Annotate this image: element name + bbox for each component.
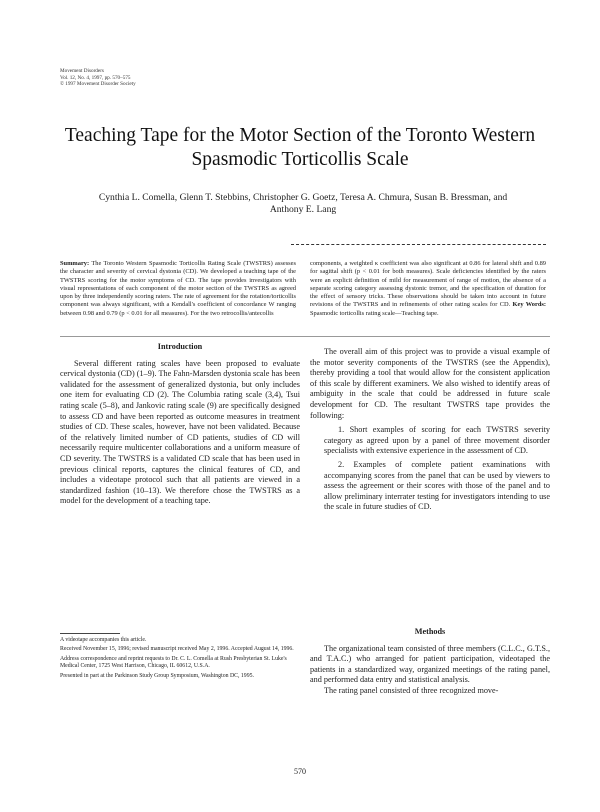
abstract-text-right: components, a weighted κ coefficient was also significant at 0.86 for lateral shift and 0.89 for sagittal shift (p < 0.01 for both measures). Scale deficiencies identified by the raters were an explicit definition of mild for measurement of range of motion, the absence of a separate scoring category assessing dystonic tremor, and the specification of duration for the effect of sensory tricks. These observations should be taken into account in future revisions of the TWSTRS and in refinements of other rating scales for CD. [310,260,546,309]
journal-header [60,68,136,88]
decorative-divider [291,244,546,246]
methods-heading: Methods [414,627,446,636]
footnotes [60,637,300,682]
abstract-right [310,260,546,318]
methods-paragraph-1: The organizational team consisted of three members (C.L.C., G.T.S., and T.A.C.) who arranged for patient participation, videotaped the patients in a standardized way, organized meetings of the rating panel, and performed data entry and statistical analysis. [310,643,550,685]
aims-paragraph: The overall aim of this project was to provide a visual example of the motor severity components of the TWSTRS (see the Appendix), thereby providing a tool that would allow for the consistent application of this scale by different examiners. We also wished to identify areas of ambiguity in the scale that could be addressed in future scale development for CD. The resultant TWSTRS tape provides the following: [310,347,550,420]
abstract-label: Summary: [60,260,90,267]
author-list: Cynthia L. Comella, Glenn T. Stebbins, Christopher G. Goetz, Teresa A. Chmura, Susan B. Bressman, and Anthony E. Lang [98,192,508,215]
abstract-text-left: The Toronto Western Spasmodic Torticollis Rating Scale (TWSTRS) assesses the character and severity of cervical dystonia (CD). We developed a teaching tape of the TWSTRS scoring for the motor symptoms of CD. The tape provides investigators with visual representations of each component of the motor section of the TWSTRS as agreed upon by three independently scoring raters. The rate of agreement for the rotation/torticollis component was always significant, with a Kendall's coefficient of concordance W ranging between 0.98 and 0.79 (p < 0.01 for all measures). For the two retrocollis/antecollis [60,260,296,317]
footnote: Address correspondence and reprint requests to Dr. C. L. Comella at Rush Presbyterian St. Luke's Medical Center, 1725 West Harrison, Chicago, IL 60612, U.S.A. [60,655,287,670]
section-rule [60,336,550,337]
journal-copyright: © 1997 Movement Disorder Society [60,81,136,87]
abstract-left [60,260,296,318]
journal-name: Movement Disorders [60,68,104,74]
introduction-paragraph: Several different rating scales have been proposed to evaluate cervical dystonia (CD) (1–9). The Fahn-Marsden dystonia scale has been validated for the assessment of generalized dystonia, but only includes one item for evaluating CD (2). The Columbia rating scale (3,4), Tsui rating scale (5–8), and Jankovic rating scale (9) are specifically designed to assess CD and have been reported as outcome measures in treatment studies of CD. These scales, however, have not been validated. Because of the relatively limited number of CD patients, studies of CD will necessarily require multicenter collaborations and a uniform measure of CD severity. The TWSTRS is a validated CD scale that has been used in previous clinical reports, captures the clinical features of CD, and includes a videotape protocol such that all patients are viewed in a standardized fashion (10–13). We therefore chose the TWSTRS as a model for the development of a teaching tape. [60,358,300,506]
article-title: Teaching Tape for the Motor Section of the Toronto Western Spasmodic Torticollis Scale [64,125,536,170]
footnote: Received November 15, 1996; revised manuscript received May 2, 1996. Accepted August 14, 1996. [60,646,294,653]
right-column [310,347,550,513]
footnote: Presented in part at the Parkinson Study Group Symposium, Washington DC, 1995. [60,672,254,679]
aims-list-item: 2. Examples of complete patient examinations with accompanying scores from the panel that can be used by viewers to assess the agreement or their scores with those of the panel and to allow preliminary interrater testing for investigators intending to use the scale in future studies of CD. [324,459,550,512]
methods-paragraph-2: The rating panel consisted of three recognized move- [324,685,499,695]
footnote-rule [60,633,120,634]
aims-list [310,425,550,513]
methods-section [310,627,550,697]
aims-list-item: 1. Short examples of scoring for each TWSTRS severity category as agreed upon by a panel of three movement disorder specialists with extensive experience in the assessment of CD. [324,425,550,456]
introduction-heading: Introduction [157,342,203,351]
keywords-label: Key Words: [512,301,546,309]
journal-citation: Vol. 12, No. 4, 1997, pp. 570–575 [60,74,131,81]
page-number: 570 [294,767,306,776]
footnote: A videotape accompanies this article. [60,637,147,643]
introduction-column [60,342,300,507]
keywords: Spasmodic torticollis rating scale—Teaching tape. [310,309,439,317]
